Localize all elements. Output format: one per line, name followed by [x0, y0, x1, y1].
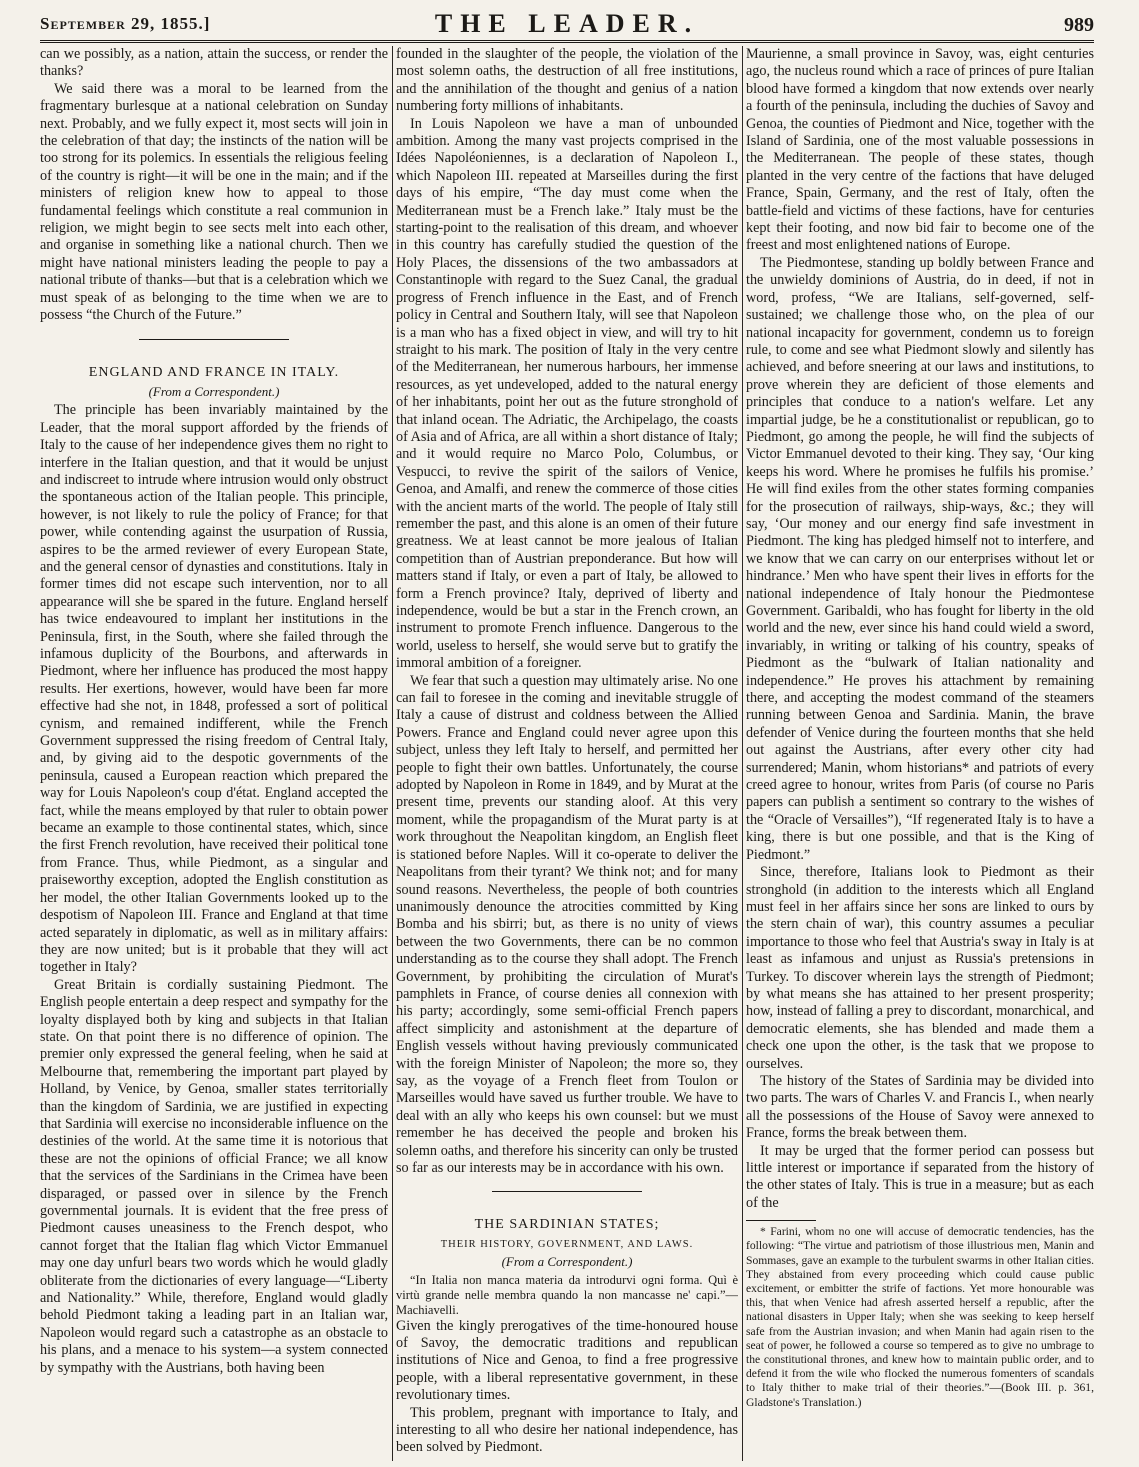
paragraph: Given the kingly prerogatives of the time-honoured house of Savoy, the democratic traditions and republican institutions of Nice and Genoa, to find a free progressive people, with a liberal representative government, in these revolutionary times.: [396, 1317, 738, 1404]
paragraph: founded in the slaughter of the people, the violation of the most solemn oaths, the destruction of all free institutions, and the annihilation of the thought and genius of a nation numbering forty millions of inhabitants.: [396, 46, 738, 115]
column-1: [40, 46, 388, 1461]
section-divider: [492, 1191, 642, 1192]
paragraph: can we possibly, as a nation, attain the success, or render the thanks?: [40, 46, 388, 80]
column-rule: [742, 46, 743, 1461]
issue-date: September 29, 1855.]: [40, 14, 211, 33]
article-byline: (From a Correspondent.): [148, 383, 280, 399]
section-divider: [139, 339, 289, 340]
header-rule: [40, 40, 1094, 43]
paragraph: Since, therefore, Italians look to Piedmont as their stronghold (in addition to the interests which all England must feel in her affairs since her sons are linked to ours by the stern chain of war), this country assumes a peculiar importance to those who feel that Austria's sway in Italy is at least as infamous and unjust as Russia's pretensions in Turkey. To discover wherein lays the strength of Piedmont; by what means she has attained to her present prosperity; how, instead of falling a prey to discordant, monarchical, and democratic elements, she has blended and made them a check one upon the other, is the task that we propose to ourselves.: [746, 864, 1094, 1072]
article-byline: (From a Correspondent.): [501, 1254, 633, 1270]
paragraph: This problem, pregnant with importance to Italy, and interesting to all who desire her national independence, has been solved by Piedmont.: [396, 1404, 738, 1456]
paragraph: We said there was a moral to be learned from the fragmentary burlesque at a national celebration on Sunday next. Probably, and we fully expect it, most sects will join in the celebration of that day; the instincts of the nation will be too strong for its polemics. In essentials the religious feeling of the country is right—it will be one in the main; and if the ministers of religion knew how to appeal to those fundamental feelings which constitute a real communion in religion, we might begin to see sects melt into each other, and organise in something like a national church. Then we might have national ministers leading the people to pay a national tribute of thanks—but that is a celebration which we must speak of as belonging to the time when we are to possess “the Church of the Future.”: [40, 80, 388, 324]
paragraph: Great Britain is cordially sustaining Piedmont. The English people entertain a deep respect and sympathy for the loyalty displayed both by king and subjects in that Italian state. On that point there is no difference of opinion. The premier only expressed the general feeling, when he said at Melbourne that, remembering the important part played by Holland, by Venice, by Genoa, smaller states territorially than the kingdom of Sardinia, we are justified in expecting that Sardinia will exercise no inconsiderable influence on the destinies of the world. At the same time it is notorious that these are not the opinions of official France; we all know that the services of the Sardinians in the Crimea have been disparaged, or passed over in silence by the French governmental journals. It is evident that the free press of Piedmont causes uneasiness to the French despot, who cannot forget that the Italian flag which Victor Emmanuel may one day unfurl bears two words which he would gladly obliterate from the dictionaries of every language—“Liberty and Nationality.” While, therefore, England would gladly behold Piedmont taking a leading part in an Italian war, Napoleon would regard such a catastrophe as an obstacle to his plans, and a menace to his system—a system connected by sympathy with the Austrians, both having been: [40, 976, 388, 1376]
epigraph-quote: “In Italia non manca materia da introdurvi ogni forma. Quì è virtù grande nelle membra quando la non mancasse ne' capi.”—Machiavelli.: [396, 1272, 738, 1317]
column-3: [746, 46, 1094, 1461]
article-subtitle: THEIR HISTORY, GOVERNMENT, AND LAWS.: [440, 1238, 694, 1250]
column-rule: [392, 46, 393, 1461]
page-header: [40, 8, 1094, 38]
paragraph: We fear that such a question may ultimately arise. No one can fail to foresee in the coming and inevitable struggle of Italy a cause of distrust and coldness between the Allied Powers. France and England could never agree upon this subject, unless they left Italy to herself, and permitted her people to fight their own battles. Unfortunately, the course adopted by Napoleon in Rome in 1849, and by Murat at the present time, prevents our standing aloof. At this very moment, while the propagandism of the Murat party is at work throughout the Neapolitan kingdom, an English fleet is stationed before Naples. Will it co-operate to deliver the Neapolitans from their tyrant? We think not; and for many sound reasons. Nevertheless, the people of both countries unanimously denounce the atrocities committed by King Bomba and his sbirri; but, as there is no unity of views between the two Governments, there can be no common understanding as to the course they shall adopt. The French Government, by prohibiting the circulation of Murat's pamphlets in France, of course denies all connexion with his party; accordingly, some semi-official French papers affect simplicity and astonishment at the departure of English vessels without having previously communicated with the foreign Minister of Napoleon; the more so, they say, as the voyage of a French fleet from Toulon or Marseilles would have saved us further trouble. We have to deal with an ally who keeps his own counsel: but we must remember he has deceived the people and broken his solemn oaths, and therefore his sincerity can only be trusted so far as our interests may be in accordance with his own.: [396, 672, 738, 1176]
footnote: * Farini, whom no one will accuse of democratic tendencies, has the following: “The virtue and patriotism of those illustrious men, Manin and Sommases, gave an example to the turbulent swarms in other Italian cities. They abstained from every proceeding which could cause public excitement, or embitter the strife of factions. Yet more honourable was this, that when Venice had afresh asserted herself a republic, after the national disasters in Upper Italy; when she was seeking to keep herself safe from the Austrian invasion; and when Manin had again risen to the seat of power, he followed a course so tempered as to give no umbrage to the constitutional thrones, and knew how to maintain public order, and to defend it from the wile who flocked the numerous fomenters of scandals to Italy thither to make trial of their theories.”—(Book III. p. 361, Gladstone's Translation.): [746, 1225, 1094, 1409]
footnote-rule: [746, 1220, 816, 1221]
masthead-title: THE LEADER.: [434, 9, 700, 38]
article-title: ENGLAND AND FRANCE IN ITALY.: [88, 364, 340, 380]
paragraph: In Louis Napoleon we have a man of unbounded ambition. Among the many vast projects comprised in the Idées Napoléoniennes, is a declaration of Napoleon I., which Napoleon III. repeated at Marseilles during the first days of his empire, “The day must come when the Mediterranean must be a French lake.” Italy must be the starting-point to the realisation of this dream, and whoever in this country has carefully studied the question of the Holy Places, the dissensions of the two ambassadors at Constantinople with regard to the Suez Canal, the gradual progress of French influence in the East, and of French policy in Central and Southern Italy, will see that Napoleon is a man who has a fixed object in view, and will try to hit straight to his mark. The position of Italy in the very centre of the Mediterranean, her numerous harbours, her immense resources, as yet undeveloped, added to the natural energy of her inhabitants, point her out as the future stronghold of that inland ocean. The Adriatic, the Archipelago, the coasts of Asia and of Africa, are all within a short distance of Italy; and it would require no Marco Polo, Columbus, or Vespucci, to revive the spirit of the sailors of Venice, Genoa, and Amalfi, and renew the commerce of those cities with the ancient marts of the world. The people of Italy still remember the past, and this alone is an omen of their future greatness. We at least cannot be more jealous of Italian competition than of Austrian preponderance. But how will matters stand if Italy, or even a part of Italy, be allowed to form a French province? Italy, deprived of liberty and independence, would be but a star in the French crown, an instrument to promote French influence. Dangerous to the world, useless to herself, she would serve but to gratify the immoral ambition of a foreigner.: [396, 115, 738, 672]
paragraph: Maurienne, a small province in Savoy, was, eight centuries ago, the nucleus round which a race of princes of pure Italian blood have formed a kingdom that now extends over nearly a fourth of the peninsula, including the duchies of Savoy and Genoa, the counties of Piedmont and Nice, together with the Island of Sardinia, one of the most valuable possessions in the Mediterranean. The people of these states, though planted in the very centre of the factions that have deluged France, Spain, Germany, and the rest of Italy, often the battle-field and victims of these factions, have for centuries kept their footing, and now bid fair to become one of the freest and most enlightened nations of Europe.: [746, 46, 1094, 254]
page-number: 989: [1064, 14, 1094, 36]
article-title: THE SARDINIAN STATES;: [474, 1217, 660, 1233]
paragraph: The history of the States of Sardinia may be divided into two parts. The wars of Charles V. and Francis I., when nearly all the possessions of the House of Savoy were annexed to France, forms the break between them.: [746, 1072, 1094, 1142]
column-2: [396, 46, 738, 1461]
paragraph: The Piedmontese, standing up boldly between France and the unwieldy dominions of Austria, do in deed, if not in word, profess, “We are Italians, self-governed, self-sustained; we challenge those who, on the plea of our national incapacity for government, condemn us to foreign rule, to come and see what Piedmont slowly and silently has achieved, and before sneering at our laws and institutions, to prove wherein they are deficient of those elements and principles that conduce to a nation's welfare. Let any impartial judge, be he a constitutionalist or republican, go to Piedmont, go among the people, he will find the subjects of Victor Emmanuel devoted to their king. They say, ‘Our king keeps his word. Where he promises he fulfils his promise.’ He will find exiles from the other states forming companies for the prosecution of railways, ship-ways, &c.; they will say, ‘Our money and our energy find safe investment in Piedmont. The king has pledged himself not to interfere, and we know that we can carry on our enterprises without let or hindrance.’ Men who have spent their lives in efforts for the national independence of Italy honour the Piedmontese Government. Garibaldi, who has fought for liberty in the old world and the new, ever since his hand could wield a sword, invariably, in writing or talking of his country, speaks of Piedmont as the “bulwark of Italian nationality and independence.” He proves his attachment by remaining there, and accepting the modest command of the steamers running between Genoa and Sardinia. Manin, the brave defender of Venice during the fourteen months that she held out against the Austrians, after every other city had surrendered; Manin, whom historians* and patriots of every creed agree to honour, writes from Paris (of course no Paris papers can publish a sentiment so contrary to the wishes of the “Oracle of Versailles”), “If regenerated Italy is to have a king, there is but one possible, and that is the King of Piedmont.”: [746, 254, 1094, 863]
paragraph: It may be urged that the former period can possess but little interest or importance if separated from the history of the other states of Italy. This is true in a measure; but as each of the: [746, 1142, 1094, 1211]
paragraph: The principle has been invariably maintained by the Leader, that the moral support afforded by the friends of Italy to the cause of her independence gives them no right to interfere in the Italian question, and that it would be unjust and indiscreet to intrude where intrusion would only obstruct the spontaneous action of the Italian people. This principle, however, is not likely to rule the policy of France; for that power, while contending against the usurpation of Russia, aspires to be the armed reviewer of every European State, and the general censor of dynasties and constitutions. Italy in former times did not escape such intervention, nor to all appearance will she be spared in the future. England herself has twice endeavoured to implant her institutions in the Peninsula, first, in the South, where she failed through the infamous duplicity of the Bourbons, and afterwards in Piedmont, where her influence has produced the most happy results. Her exertions, however, would have been far more effective had she not, in 1848, professed a sort of political cynism, and remained indifferent, while the French Government suppressed the rising freedom of Central Italy, and, by giving aid to the despotic governments of the peninsula, caused a European reaction which prepared the way for Louis Napoleon's coup d'état. England accepted the fact, while the means employed by that ruler to obtain power became an example to those continental states, which, since the first French revolution, have received their political tone from France. Thus, while Piedmont, as a singular and praiseworthy exception, adopted the English constitution as her model, the other Italian Governments looked up to the despotism of Napoleon III. France and England at that time acted separately in diplomatic, as well as in military affairs: they are now united; but is it probable that they will act together in Italy?: [40, 402, 388, 976]
